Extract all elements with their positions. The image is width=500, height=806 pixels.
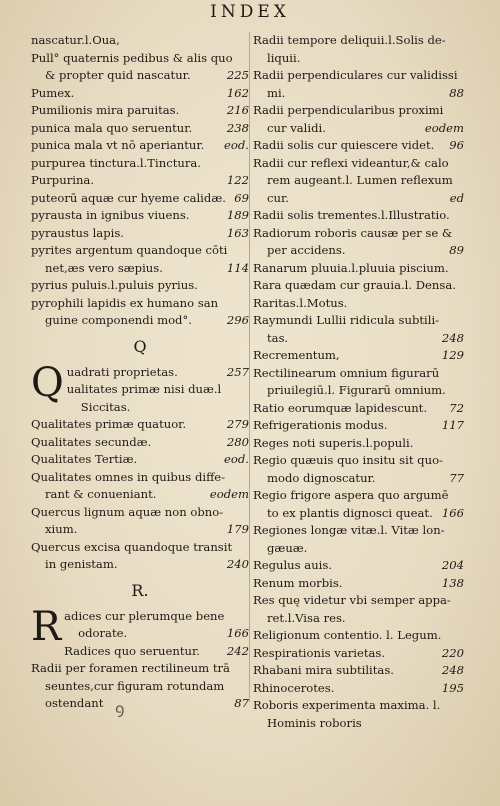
entry-text: Regio quæuis quo insitu sit quo- (253, 453, 443, 467)
entry-text: Pull° quaternis pedibus & alis quo (31, 50, 233, 65)
entry-text: Res quę videtur vbi semper appa- (253, 593, 451, 607)
index-entry (31, 85, 249, 103)
page-ref: 248 (441, 330, 464, 345)
index-entry (253, 102, 464, 120)
index-entry (253, 190, 464, 208)
index-entry (253, 312, 464, 330)
page-ref: 204 (441, 558, 464, 572)
entry-text: guine componendi mod°. (45, 313, 192, 327)
index-entry (253, 680, 464, 698)
q-section (31, 364, 249, 574)
r-entries (31, 608, 249, 713)
entry-text: Reges noti superis.l.populi. (253, 435, 414, 450)
page-ref: 138 (441, 575, 464, 590)
index-entry (253, 260, 464, 278)
entry-text: Radii solis cur quiescere videt. (253, 138, 435, 152)
catchword-mark: Ꝯ (115, 702, 125, 721)
page-ref: 257 (226, 364, 249, 379)
index-entry (31, 678, 249, 696)
index-entry (31, 277, 249, 295)
index-entry (64, 608, 249, 626)
entry-text: Quercus excisa quandoque transit (31, 539, 233, 554)
index-entry (67, 364, 249, 382)
index-entry (253, 540, 464, 558)
entry-text: Rhinocerotes. (253, 680, 335, 695)
page-ref: 189 (226, 208, 249, 222)
index-entry (31, 434, 249, 452)
entry-text: Pumilionis mira paruitas. (31, 103, 180, 117)
entry-text: Qualitates primæ quatuor. (31, 417, 187, 431)
r-section (31, 608, 249, 713)
entry-text: Hominis roboris (267, 715, 362, 730)
index-entry (31, 451, 249, 469)
index-entry (253, 662, 464, 680)
index-entry (31, 120, 249, 138)
index-entry (31, 225, 249, 243)
entry-text: Religionum contentio. l. Legum. (253, 628, 442, 642)
page-ref: 280 (226, 434, 249, 449)
page-ref: 279 (226, 417, 249, 431)
entry-text: gæuæ. (267, 540, 308, 555)
entry-text: modo dignoscatur. (267, 470, 376, 485)
index-entry (31, 486, 249, 504)
page-ref: 69 (234, 190, 249, 205)
page-ref: 225 (226, 68, 249, 82)
entry-text: liquii. (267, 50, 301, 65)
index-entry (253, 610, 464, 628)
entry-text: cur. (267, 190, 289, 205)
index-entry (253, 242, 464, 260)
entry-text: & propter quid nascatur. (45, 68, 191, 82)
index-entry (253, 50, 464, 68)
index-entry (253, 137, 464, 155)
index-entry (253, 715, 464, 733)
index-entry (253, 207, 464, 225)
index-entry (253, 645, 464, 663)
entry-text: Quercus lignum aquæ non obno- (31, 504, 224, 519)
page-ref: 166 (441, 505, 464, 520)
left-column (31, 32, 249, 713)
entry-text: Radii cur reflexi videantur,& calo (253, 155, 449, 170)
entry-text: Qualitates omnes in quibus diffe- (31, 469, 226, 484)
index-entry (253, 435, 464, 453)
entry-text: Radiorum roboris causæ per se & (253, 225, 453, 240)
section-letter-r: R. (131, 580, 149, 600)
index-entry (253, 382, 464, 400)
entry-text: mi. (267, 85, 286, 100)
index-entry (31, 660, 249, 678)
index-entry (31, 260, 249, 278)
entry-text: per accidens. (267, 243, 346, 257)
page-ref: 240 (226, 557, 249, 571)
entry-text: in genistam. (45, 557, 118, 571)
index-entry (31, 207, 249, 225)
entry-text: puteorū aquæ cur hyeme calidæ. (31, 190, 226, 205)
entry-text: cur validi. (267, 120, 326, 135)
entry-text: Radii perpendicularibus proximi (253, 103, 444, 117)
entry-text: Ratio eorumquæ lapidescunt. (253, 400, 428, 415)
entry-text: Renum morbis. (253, 575, 343, 590)
entry-text: pyrausta in ignibus viuens. (31, 208, 190, 222)
page-ref: 114 (226, 260, 249, 275)
index-entry (253, 295, 464, 313)
entry-text: punica mala quo seruentur. (31, 120, 193, 135)
entry-text: ostendant (45, 696, 104, 710)
entry-text: Purpurina. (31, 173, 95, 187)
index-entry (31, 190, 249, 208)
index-entry (253, 470, 464, 488)
entry-text: Qualitates Tertiæ. (31, 452, 138, 466)
entry-text: ualitates primæ nisi duæ.l (66, 382, 222, 396)
page-ref: ed (449, 190, 464, 205)
index-entry (253, 330, 464, 348)
page-header: INDEX (210, 2, 290, 22)
entry-text: Rhabani mira subtilitas. (253, 663, 394, 677)
index-entry (31, 695, 249, 713)
page-ref: eod. (224, 452, 249, 466)
index-entry (31, 242, 249, 260)
entry-text: Ranarum pluuia.l.pluuia piscium. (253, 260, 449, 275)
index-entry (253, 697, 464, 715)
entry-text: Pumex. (31, 85, 75, 100)
entry-text: priuilegiū.l. Figurarū omnium. (267, 383, 446, 397)
page-ref: eodem (209, 487, 249, 501)
entry-text: Radices quo seruentur. (64, 643, 200, 658)
entry-text: net,æs vero sæpius. (45, 260, 163, 275)
page-ref: eod. (224, 138, 249, 152)
index-entry (253, 277, 464, 295)
page-ref: eodem (424, 120, 464, 135)
page-ref: 238 (226, 120, 249, 135)
index-entry (253, 172, 464, 190)
index-entry (31, 50, 249, 68)
page-ref: 220 (441, 645, 464, 660)
index-entry (31, 521, 249, 539)
entry-text: Raymundi Lullii ridicula subtili- (253, 313, 440, 327)
index-entry (31, 102, 249, 120)
page-ref: 89 (449, 243, 464, 257)
page-ref: 72 (449, 400, 464, 415)
page-ref: 216 (226, 103, 249, 117)
index-entry (31, 504, 249, 522)
entry-text: rem augeant.l. Lumen reflexum (267, 173, 453, 187)
page-ref: 163 (226, 225, 249, 240)
index-entry (253, 85, 464, 103)
index-entry (253, 365, 464, 383)
index-entry (31, 469, 249, 487)
entry-text: odorate. (78, 626, 128, 640)
entry-text: Recrementum, (253, 348, 340, 362)
index-entry (31, 172, 249, 190)
p-entries (31, 32, 249, 330)
index-entry (253, 120, 464, 138)
page-ref: 296 (226, 313, 249, 327)
page-ref: 96 (449, 138, 464, 152)
entry-text: adices cur plerumque bene (64, 608, 225, 623)
entry-text: seuntes,cur figuram rotundam (45, 678, 225, 693)
index-entry (253, 557, 464, 575)
index-entry (253, 417, 464, 435)
index-entry (253, 452, 464, 470)
index-entry (253, 347, 464, 365)
index-entry (253, 505, 464, 523)
entry-text: pyrites argentum quandoque cōti (31, 243, 228, 257)
index-entry (253, 225, 464, 243)
drop-cap-q: Q (31, 363, 64, 406)
entry-text: Qualitates secundæ. (31, 434, 152, 449)
index-entry (253, 32, 464, 50)
page-ref: 117 (441, 418, 464, 432)
index-entry (253, 627, 464, 645)
index-entry (67, 399, 249, 417)
entry-text: Regio frigore aspera quo argumē (253, 488, 449, 502)
right-column (253, 32, 464, 732)
index-entry (67, 381, 249, 399)
index-entry (31, 32, 249, 50)
index-entry (31, 312, 249, 330)
page-ref: 195 (441, 680, 464, 695)
entry-text: Regiones longæ vitæ.l. Vitæ lon- (253, 523, 445, 537)
entry-text: xium. (45, 522, 78, 536)
page-ref: 242 (226, 643, 249, 658)
index-entry (31, 416, 249, 434)
page-ref: 166 (226, 626, 249, 640)
index-entry (64, 625, 249, 643)
entry-text: pyrophili lapidis ex humano san (31, 295, 219, 310)
entry-text: rant & conueniant. (45, 487, 157, 501)
index-entry (31, 556, 249, 574)
section-letter-q: Q (133, 336, 147, 356)
entry-text: pyrius puluis.l.puluis pyrius. (31, 278, 198, 292)
entry-text: Radii perpendiculares cur validissi (253, 68, 458, 82)
entry-text: Rara quædam cur grauia.l. Densa. (253, 278, 456, 292)
entry-text: Radii tempore deliquii.l.Solis de- (253, 33, 446, 47)
entry-text: ret.l.Visa res. (267, 610, 346, 625)
entry-text: Regulus auis. (253, 558, 333, 572)
entry-text: Radii solis trementes.l.Illustratio. (253, 208, 450, 222)
entry-text: pyraustus lapis. (31, 225, 124, 240)
entry-text: Siccitas. (80, 399, 131, 414)
entry-text: Refrigerationis modus. (253, 418, 388, 432)
index-entry (31, 67, 249, 85)
index-entry (253, 155, 464, 173)
index-entry (253, 67, 464, 85)
page-ref: 129 (441, 348, 464, 362)
index-entry (31, 137, 249, 155)
entry-text: to ex plantis dignosci queat. (267, 505, 433, 520)
r-entries-continued (253, 32, 464, 732)
entry-text: Rectilinearum omnium figurarū (253, 365, 440, 380)
page-ref: 179 (226, 522, 249, 536)
index-entry (31, 539, 249, 557)
page-ref: 248 (441, 663, 464, 677)
entry-text: nascatur.l.Oua, (31, 33, 120, 47)
index-entry (253, 487, 464, 505)
index-entry (253, 575, 464, 593)
entry-text: Raritas.l.Motus. (253, 295, 348, 310)
page-ref: 87 (234, 696, 249, 710)
entry-text: punica mala vt nō aperiantur. (31, 138, 205, 152)
entry-text: tas. (267, 330, 289, 345)
index-entry (253, 592, 464, 610)
index-entry (253, 400, 464, 418)
entry-text: uadrati proprietas. (66, 364, 178, 379)
page-ref: 162 (226, 85, 249, 100)
drop-cap-r: R (31, 607, 62, 650)
entry-text: Roboris experimenta maxima. l. (253, 698, 441, 712)
index-entry (31, 295, 249, 313)
entry-text: purpurea tinctura.l.Tinctura. (31, 155, 201, 170)
column-divider (249, 32, 250, 702)
page-ref: 122 (226, 173, 249, 187)
index-entry (253, 522, 464, 540)
index-entry (64, 643, 249, 661)
index-entry (31, 155, 249, 173)
entry-text: Radii per foramen rectilineum trā (31, 661, 230, 675)
page-ref: 77 (449, 470, 464, 485)
entry-text: Respirationis varietas. (253, 645, 386, 660)
page-ref: 88 (449, 85, 464, 100)
